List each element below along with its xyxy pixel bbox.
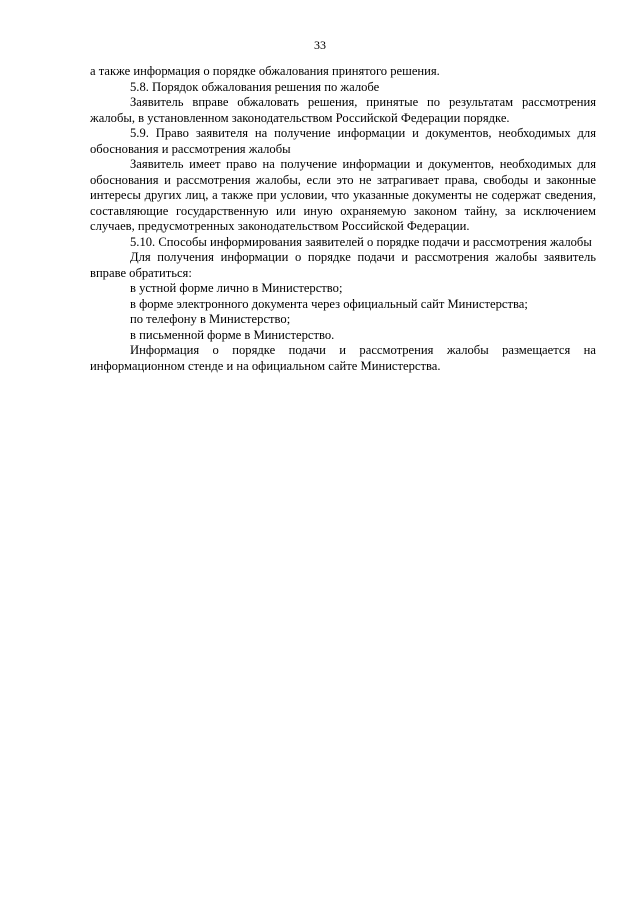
page-number: 33: [314, 38, 326, 52]
paragraph-information-location: Информация о порядке подачи и рассмотрения жалобы размещается на информационном стенде и на официальном сайте Министерства.: [90, 343, 596, 373]
list-item-electronic: в форме электронного документа через официальный сайт Министерства;: [130, 296, 528, 311]
list-item-phone: по телефону в Министерство;: [130, 312, 291, 326]
section-heading-5-10: 5.10. Способы информирования заявителей о порядке подачи и рассмотрения жалобы: [130, 234, 592, 249]
document-body: [90, 64, 596, 374]
paragraph-information-right: Заявитель имеет право на получение информации и документов, необходимых для обоснования и рассмотрения жалобы, если это не затрагивает права, свободы и законные интересы других лиц, а также при условии, что указанные документы не содержат сведения, составляющие государственную или иную охраняемую законом тайну, за исключением случаев, предусмотренных законодательством Российской Федерации.: [90, 157, 596, 233]
section-heading-5-9: 5.9. Право заявителя на получение информации и документов, необходимых для обоснования и рассмотрения жалобы: [90, 126, 596, 156]
paragraph-appeal-info-continuation: а также информация о порядке обжалования принятого решения.: [90, 64, 440, 78]
paragraph-appeal-right: Заявитель вправе обжаловать решения, принятые по результатам рассмотрения жалобы, в установленном законодательством Российской Федерации порядке.: [90, 95, 596, 125]
paragraph-contact-intro: Для получения информации о порядке подачи и рассмотрения жалобы заявитель вправе обратиться:: [90, 250, 596, 280]
section-heading-5-8: 5.8. Порядок обжалования решения по жалобе: [130, 79, 380, 94]
list-item-in-person: в устной форме лично в Министерство;: [130, 281, 343, 295]
list-item-written: в письменной форме в Министерство.: [130, 327, 335, 342]
